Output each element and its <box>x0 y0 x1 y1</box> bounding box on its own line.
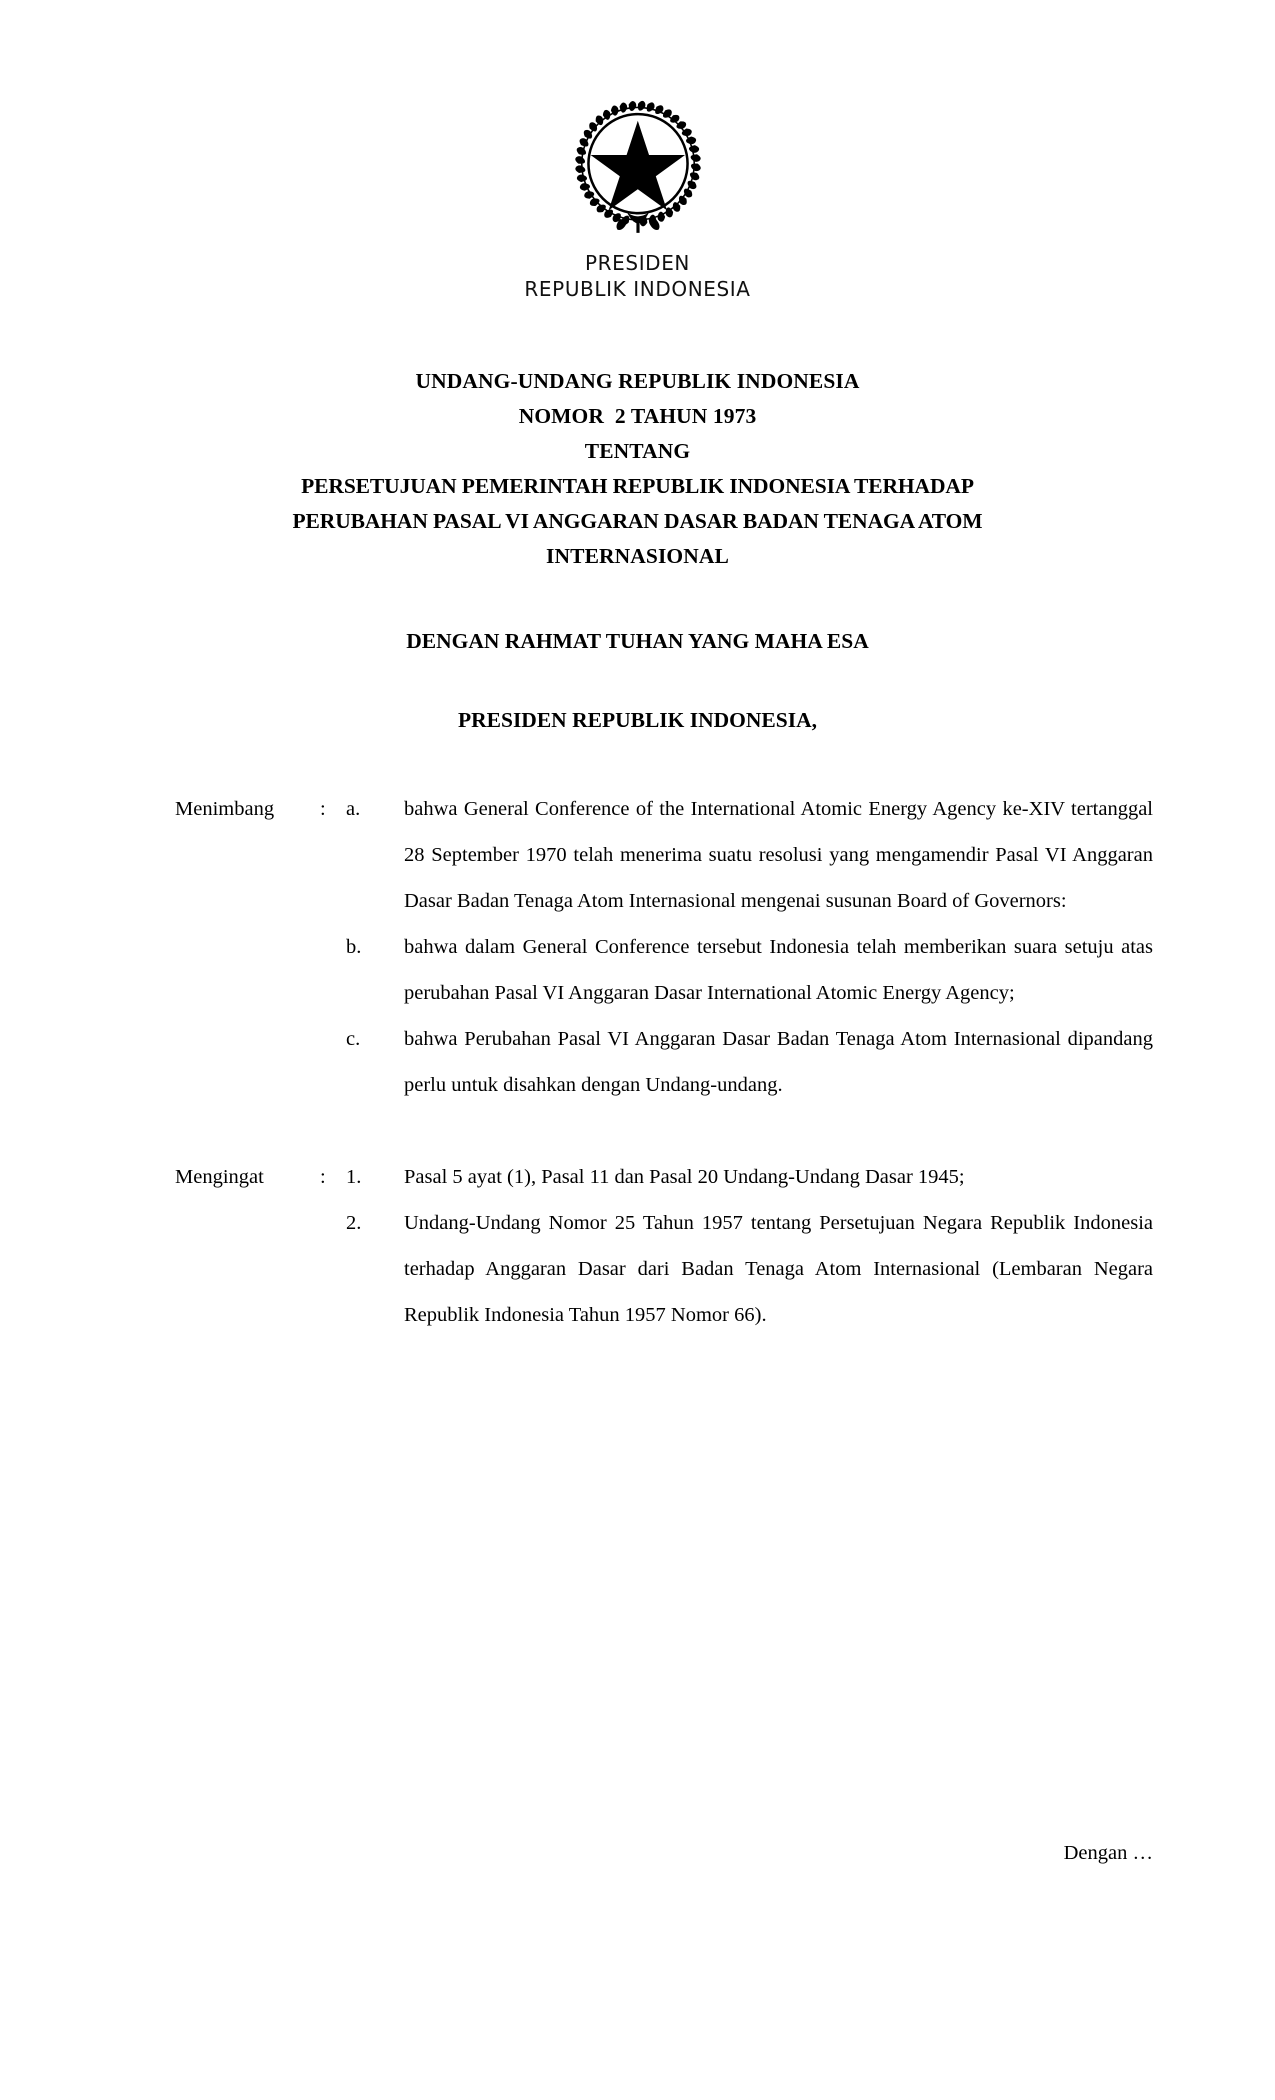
recalling-item-1 <box>175 1154 1153 1200</box>
letterhead-caption <box>0 250 1275 302</box>
invocation-line: DENGAN RAHMAT TUHAN YANG MAHA ESA <box>406 629 869 653</box>
president-heading: PRESIDEN REPUBLIK INDONESIA, <box>457 708 817 732</box>
considering-label: Menimbang <box>175 798 275 820</box>
considering-text-c: bahwa Perubahan Pasal VI Anggaran Dasar Badan Tenaga Atom Internasional dipandang perlu untuk disahkan dengan Undang-undang. <box>404 1028 1153 1096</box>
considering-marker-a: a. <box>346 798 361 820</box>
document-title-block <box>0 364 1275 574</box>
recalling-item-2 <box>175 1200 1153 1338</box>
considering-text-a: bahwa General Conference of the International Atomic Energy Agency ke-XIV tertanggal 28 September 1970 telah menerima suatu resolusi yang mengamendir Pasal VI Anggaran Dasar Badan Tenaga Atom Internasional mengenai susunan Board of Governors: <box>404 798 1153 912</box>
considering-item-a <box>175 786 1153 924</box>
considering-item-b <box>175 924 1153 1016</box>
title-line-subject-1: PERSETUJUAN PEMERINTAH REPUBLIK INDONESIA TERHADAP <box>301 474 974 498</box>
recalling-section <box>0 1154 1275 1338</box>
title-line-number-year: NOMOR 2 TAHUN 1973 <box>518 404 757 428</box>
title-line-subject-2: PERUBAHAN PASAL VI ANGGARAN DASAR BADAN TENAGA ATOM <box>292 509 983 533</box>
title-line-subject-3: INTERNASIONAL <box>546 544 729 568</box>
considering-marker-b: b. <box>346 936 362 958</box>
recalling-colon: : <box>320 1166 326 1188</box>
considering-marker-c: c. <box>346 1028 361 1050</box>
considering-item-c <box>175 1016 1153 1108</box>
recalling-label: Mengingat <box>175 1166 264 1188</box>
considering-colon: : <box>320 798 326 820</box>
title-line-law-type: UNDANG-UNDANG REPUBLIK INDONESIA <box>415 369 860 393</box>
recalling-marker-1: 1. <box>346 1166 362 1188</box>
garuda-star-wreath-emblem <box>558 96 718 236</box>
letterhead-caption-line-1: PRESIDEN <box>585 251 690 275</box>
recalling-text-1: Pasal 5 ayat (1), Pasal 11 dan Pasal 20 Undang-Undang Dasar 1945; <box>404 1166 965 1188</box>
considering-section <box>0 786 1275 1108</box>
considering-text-b: bahwa dalam General Conference tersebut Indonesia telah memberikan suara setuju atas perubahan Pasal VI Anggaran Dasar International Atomic Energy Agency; <box>404 936 1153 1004</box>
recalling-text-2: Undang-Undang Nomor 25 Tahun 1957 tentang Persetujuan Negara Republik Indonesia terhadap Anggaran Dasar dari Badan Tenaga Atom Internasional (Lembaran Negara Republik Indonesia Tahun 1957 Nomor 66). <box>404 1212 1153 1326</box>
letterhead-caption-line-2: REPUBLIK INDONESIA <box>524 277 751 301</box>
letterhead <box>0 0 1275 302</box>
recalling-marker-2: 2. <box>346 1212 362 1234</box>
page-continuation-note: Dengan … <box>1063 1842 1153 1864</box>
title-line-about: TENTANG <box>584 439 691 463</box>
